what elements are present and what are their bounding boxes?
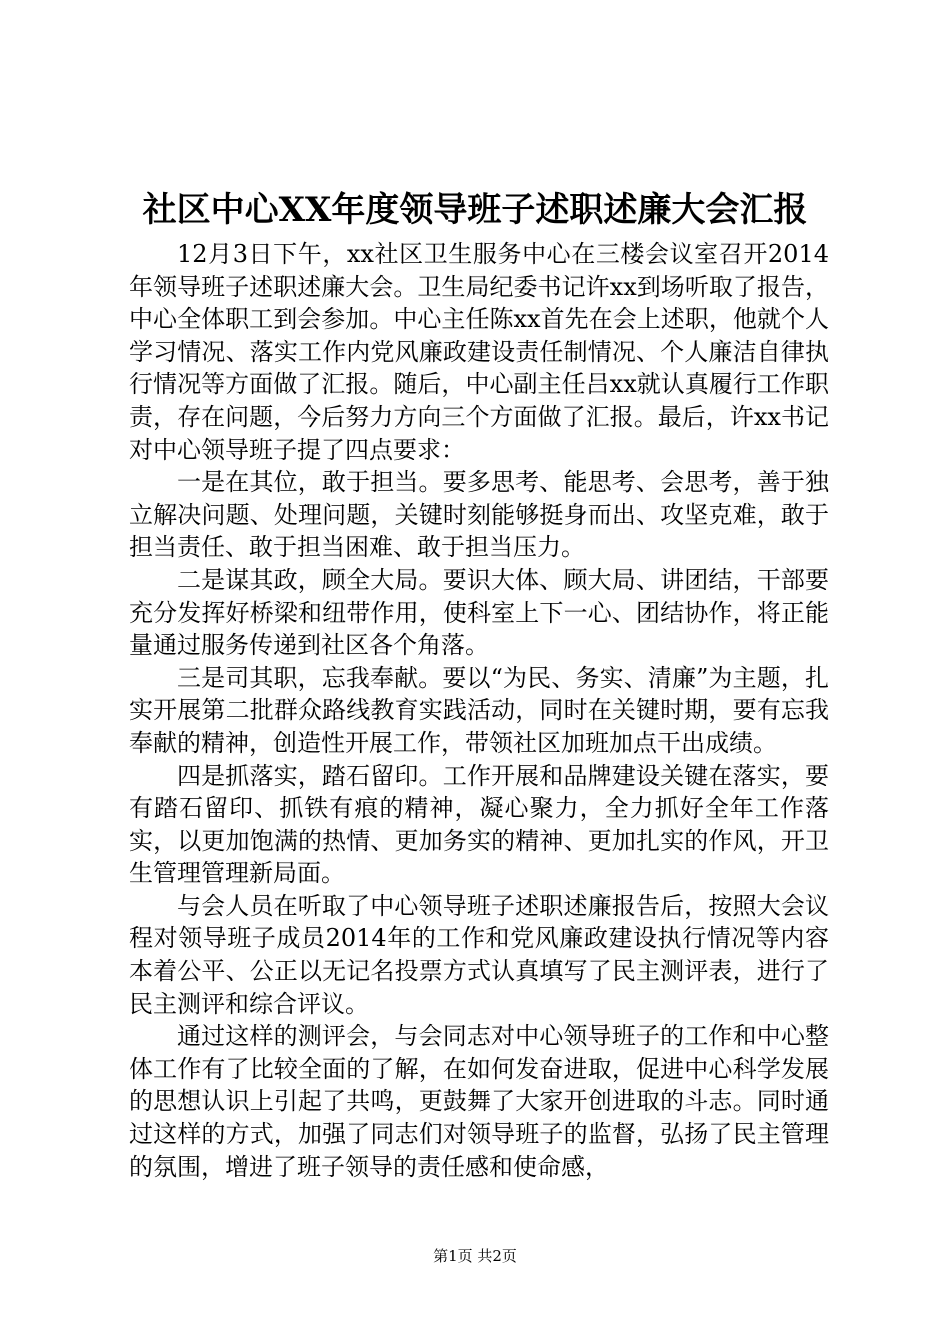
document-body xyxy=(129,238,829,1183)
page-number-footer: 第1页 共2页 xyxy=(433,1247,517,1265)
document-title: 社区中心XX年度领导班子述职述廉大会汇报 xyxy=(142,190,808,230)
paragraph-evaluation: 与会人员在听取了中心领导班子述职述廉报告后，按照大会议程对领导班子成员2014年的工作和党风廉政建设执行情况等内容本着公平、公正以无记名投票方式认真填写了民主测评表，进行了民主测评和综合评议。 xyxy=(129,891,829,1018)
paragraph-requirement-1: 一是在其位，敢于担当。要多思考、能思考、会思考，善于独立解决问题、处理问题，关键时刻能够挺身而出、攻坚克难，敢于担当责任、敢于担当困难、敢于担当压力。 xyxy=(129,468,829,562)
paragraph-requirement-2: 二是谋其政，顾全大局。要识大体、顾大局、讲团结，干部要充分发挥好桥梁和纽带作用，使科室上下一心、团结协作，将正能量通过服务传递到社区各个角落。 xyxy=(129,565,829,660)
paragraph-conclusion: 通过这样的测评会，与会同志对中心领导班子的工作和中心整体工作有了比较全面的了解，在如何发奋进取，促进中心科学发展的思想认识上引起了共鸣，更鼓舞了大家开创进取的斗志。同时通过这样的方式，加强了同志们对领导班子的监督，弘扬了民主管理的氛围，增进了班子领导的责任感和使命感， xyxy=(129,1022,829,1181)
paragraph-intro: 12月3日下午，xx社区卫生服务中心在三楼会议室召开2014年领导班子述职述廉大会。卫生局纪委书记许xx到场听取了报告，中心全体职工到会参加。中心主任陈xx首先在会上述职，他就个人学习情况、落实工作内党风廉政建设责任制情况、个人廉洁自律执行情况等方面做了汇报。随后，中心副主任吕xx就认真履行工作职责，存在问题，今后努力方向三个方面做了汇报。最后，许xx书记对中心领导班子提了四点要求： xyxy=(129,240,829,464)
paragraph-requirement-4: 四是抓落实，踏石留印。工作开展和品牌建设关键在落实，要有踏石留印、抓铁有痕的精神，凝心聚力，全力抓好全年工作落实，以更加饱满的热情、更加务实的精神、更加扎实的作风，开卫生管理管理新局面。 xyxy=(129,761,829,888)
paragraph-requirement-3: 三是司其职，忘我奉献。要以“为民、务实、清廉”为主题，扎实开展第二批群众路线教育实践活动，同时在关键时期，要有忘我奉献的精神，创造性开展工作，带领社区加班加点干出成绩。 xyxy=(129,663,829,757)
